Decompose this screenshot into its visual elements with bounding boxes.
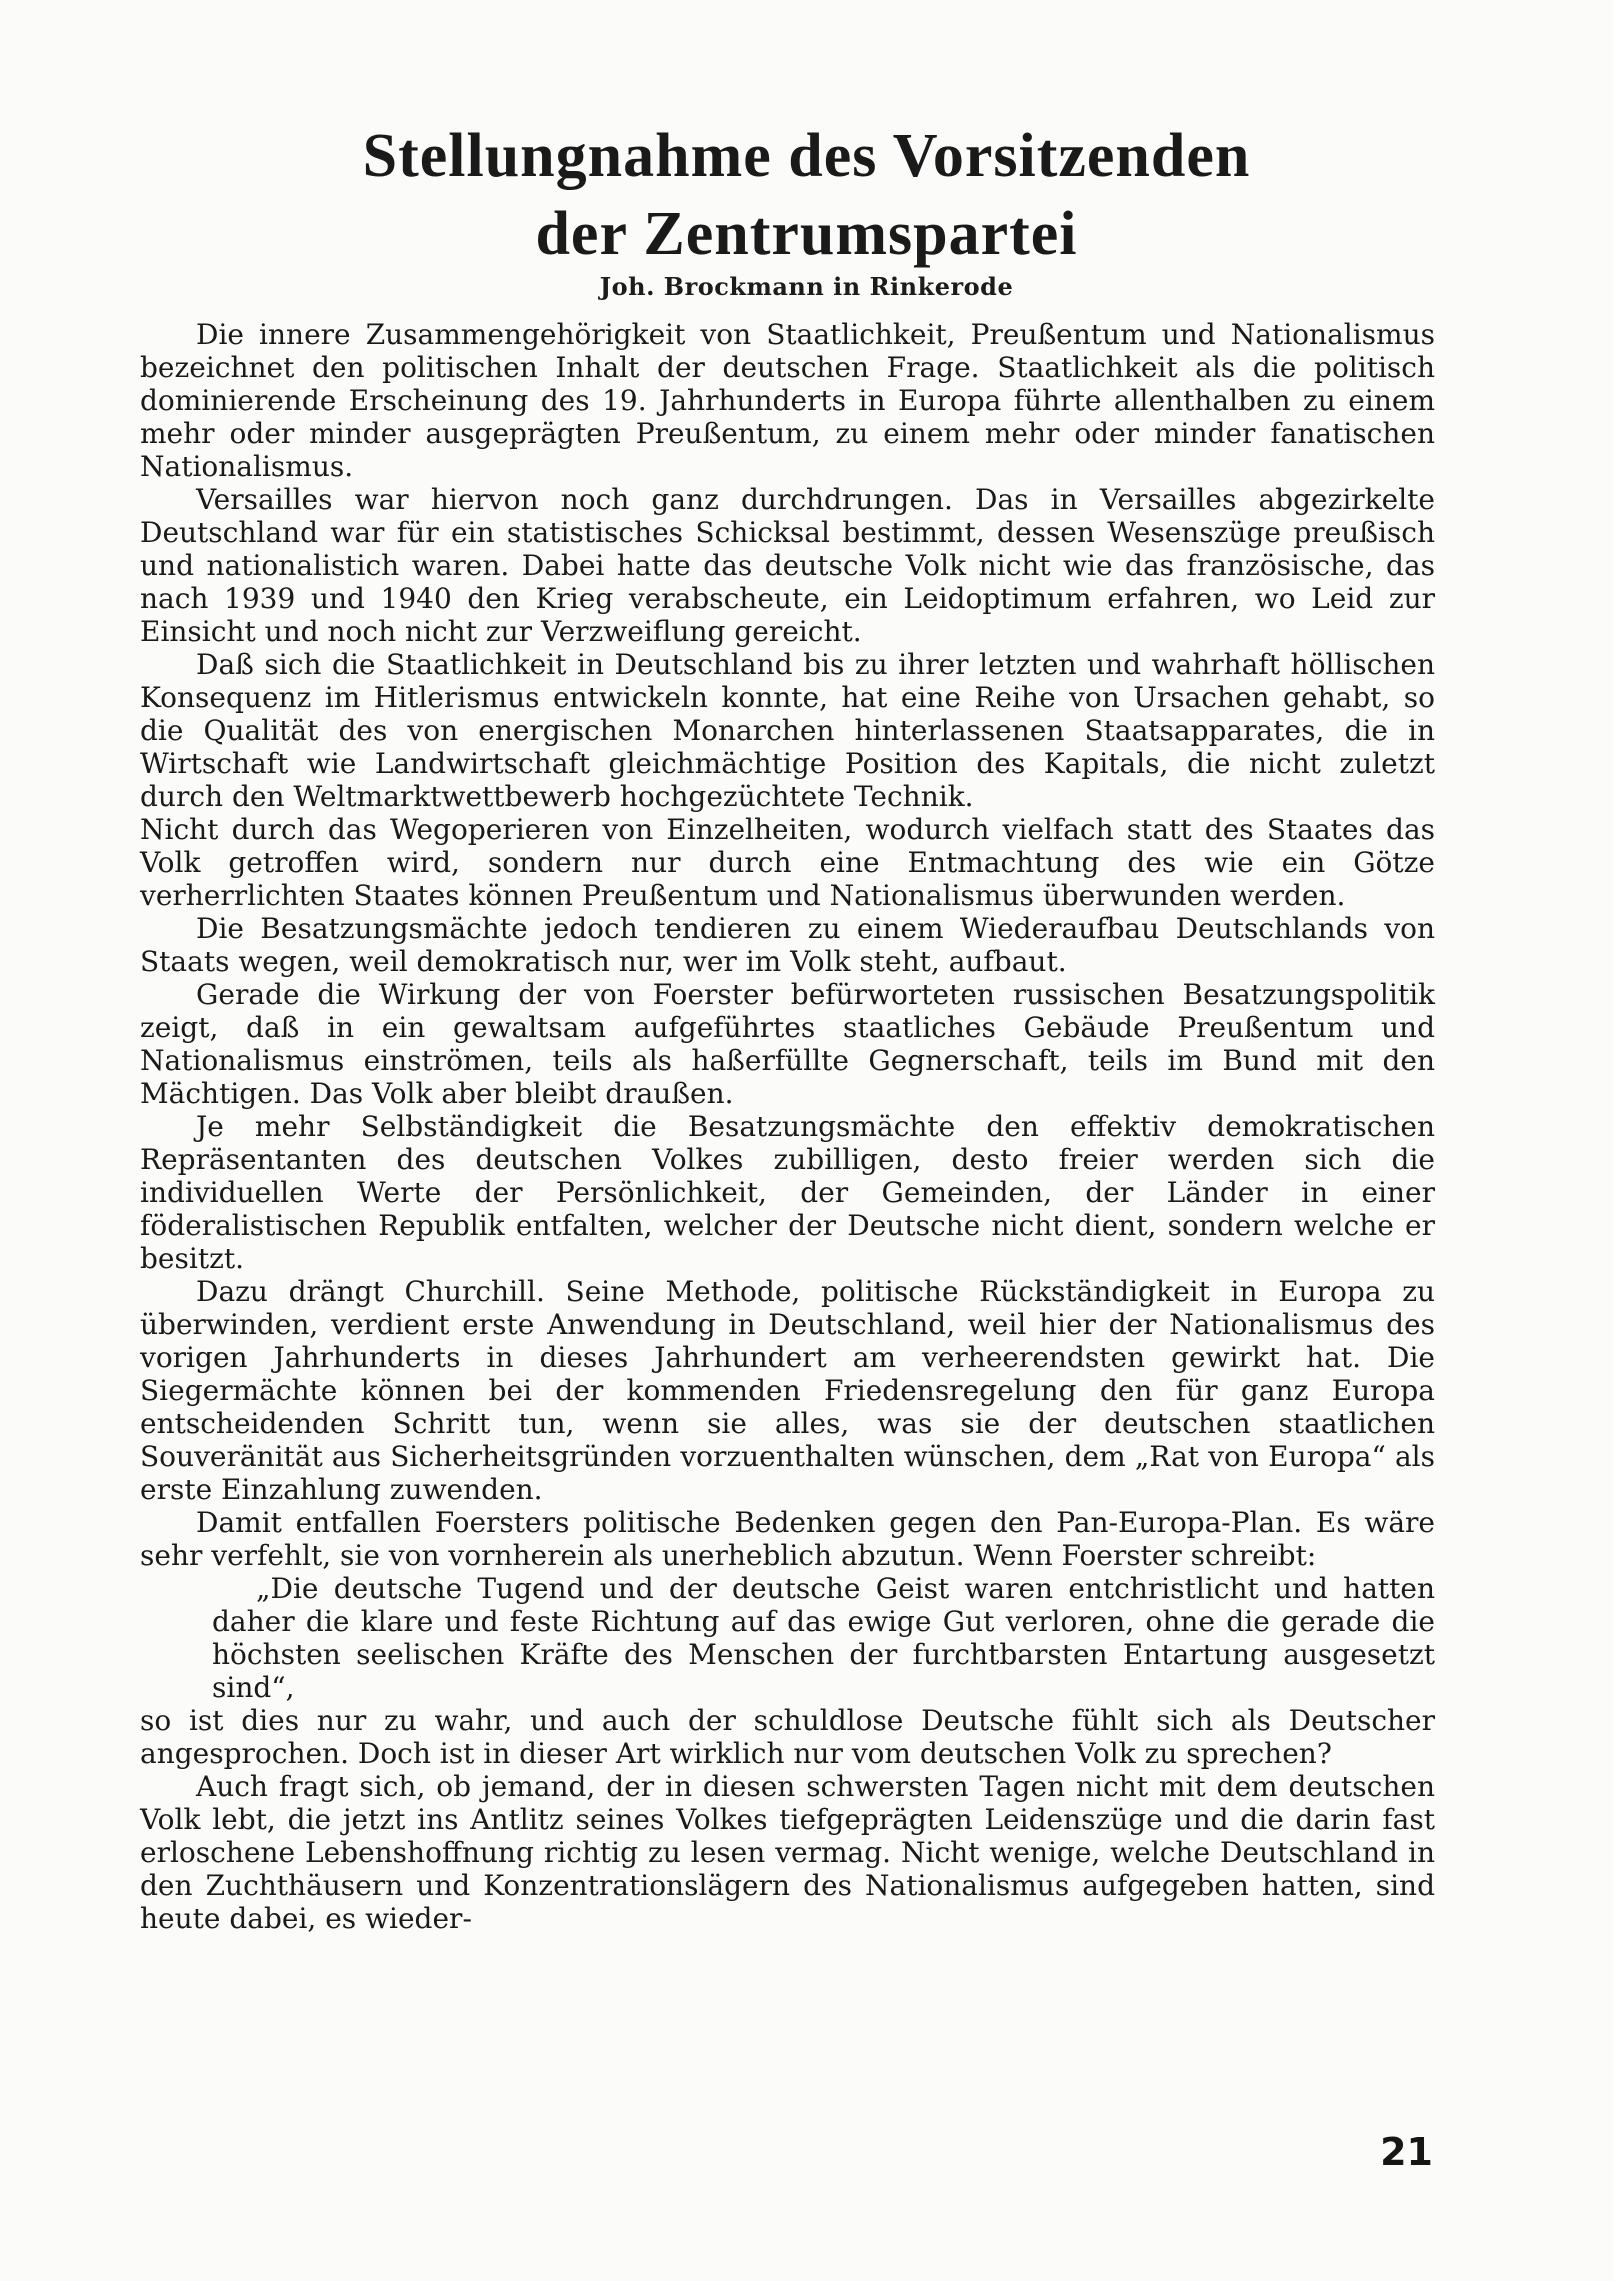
body-paragraph-8: Dazu drängt Churchill. Seine Methode, politische Rückständigkeit in Europa zu überwinden, verdient erste Anwendung in Deutschland, weil hier der Nationalismus des vorigen Jahrhunderts in dieses Jahrhundert am verheerendsten gewirkt hat. Die Siegermächte können bei der kommenden Friedensregelung den für ganz Europa entscheidenden Schritt tun, wenn sie alles, was sie der deutschen staatlichen Souveränität aus Sicherheitsgründen vorzuenthalten wünschen, dem „Rat von Europa“ als erste Einzahlung zuwenden. <box>140 1275 1435 1506</box>
body-paragraph-6: Gerade die Wirkung der von Foerster befürworteten russischen Besatzungspolitik zeigt, daß in ein gewaltsam aufgeführtes staatliches Gebäude Preußentum und Nationalismus einströmen, teils als haßerfüllte Gegnerschaft, teils im Bund mit den Mächtigen. Das Volk aber bleibt draußen. <box>140 978 1435 1110</box>
body-paragraph-11: Auch fragt sich, ob jemand, der in diesen schwersten Tagen nicht mit dem deutschen Volk lebt, die jetzt ins Antlitz seines Volkes tiefgeprägten Leidenszüge und die darin fast erloschene Lebenshoffnung richtig zu lesen vermag. Nicht wenige, welche Deutschland in den Zuchthäusern und Konzentrationslägern des Nationalismus aufgegeben hatten, sind heute dabei, es wieder- <box>140 1770 1435 1935</box>
article-body <box>140 318 1435 1935</box>
body-paragraph-4: Nicht durch das Wegoperieren von Einzelheiten, wodurch vielfach statt des Staates das Volk getroffen wird, sondern nur durch eine Entmachtung des wie ein Götze verherrlichten Staates können Preußentum und Nationalismus überwunden werden. <box>140 813 1435 912</box>
body-paragraph-9: Damit entfallen Foersters politische Bedenken gegen den Pan-Europa-Plan. Es wäre sehr verfehlt, sie von vornherein als unerheblich abzutun. Wenn Foerster schreibt: <box>140 1506 1435 1572</box>
body-paragraph-5: Die Besatzungsmächte jedoch tendieren zu einem Wiederaufbau Deutschlands von Staats wegen, weil demokratisch nur, wer im Volk steht, aufbaut. <box>140 912 1435 978</box>
article-title-line-1: Stellungnahme des Vorsitzenden <box>362 122 1251 190</box>
body-paragraph-2: Versailles war hiervon noch ganz durchdrungen. Das in Versailles abgezirkelte Deutschland war für ein statistisches Schicksal bestimmt, dessen Wesenszüge preußisch und nationalistich waren. Dabei hatte das deutsche Volk nicht wie das französische, das nach 1939 und 1940 den Krieg verabscheute, ein Leidoptimum erfahren, wo Leid zur Einsicht und noch nicht zur Verzweiflung gereicht. <box>140 483 1435 648</box>
block-quote: „Die deutsche Tugend und der deutsche Geist waren entchristlicht und hatten daher die klare und feste Richtung auf das ewige Gut verloren, ohne die gerade die höchsten seelischen Kräfte des Menschen der furchtbarsten Entartung ausgesetzt sind“, <box>212 1572 1435 1704</box>
article-byline: Joh. Brockmann in Rinkerode <box>599 272 1014 301</box>
page-number: 21 <box>1380 2130 1433 2174</box>
body-paragraph-1: Die innere Zusammengehörigkeit von Staatlichkeit, Preußentum und Nationalismus bezeichnet den politischen Inhalt der deutschen Frage. Staatlichkeit als die politisch dominierende Erscheinung des 19. Jahrhunderts in Europa führte allenthalben zu einem mehr oder minder ausgeprägten Preußentum, zu einem mehr oder minder fanatischen Nationalismus. <box>140 318 1435 483</box>
body-paragraph-10: so ist dies nur zu wahr, und auch der schuldlose Deutsche fühlt sich als Deutscher angesprochen. Doch ist in dieser Art wirklich nur vom deutschen Volk zu sprechen? <box>140 1704 1435 1770</box>
body-paragraph-7: Je mehr Selbständigkeit die Besatzungsmächte den effektiv demokratischen Repräsentanten des deutschen Volkes zubilligen, desto freier werden sich die individuellen Werte der Persönlichkeit, der Gemeinden, der Länder in einer föderalistischen Republik entfalten, welcher der Deutsche nicht dient, sondern welche er besitzt. <box>140 1110 1435 1275</box>
body-paragraph-3: Daß sich die Staatlichkeit in Deutschland bis zu ihrer letzten und wahrhaft höllischen Konsequenz im Hitlerismus entwickeln konnte, hat eine Reihe von Ursachen gehabt, so die Qualität des von energischen Monarchen hinterlassenen Staatsapparates, die in Wirtschaft wie Landwirtschaft gleichmächtige Position des Kapitals, die nicht zuletzt durch den Weltmarktwettbewerb hochgezüchtete Technik. <box>140 648 1435 813</box>
article-title-line-2: der Zentrumspartei <box>535 200 1078 268</box>
